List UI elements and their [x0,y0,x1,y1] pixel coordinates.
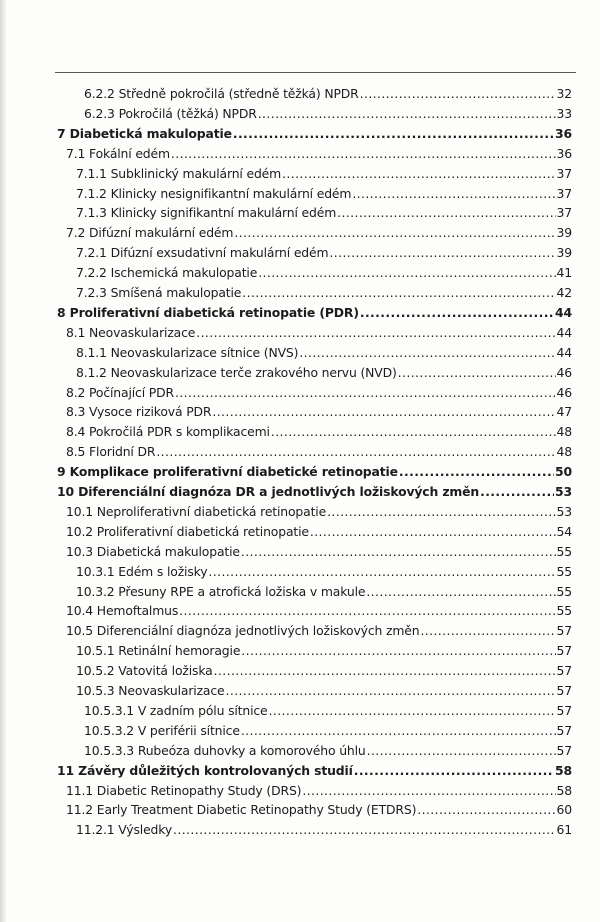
toc-entry-page: 36 [555,125,572,141]
toc-entry [76,683,572,703]
toc-entry-title: 10.4 Hemoftalmus [66,603,179,619]
dot-leader [156,444,555,459]
toc-entry-page: 54 [556,523,572,539]
toc-entry-page: 37 [556,185,572,201]
dot-leader [271,424,556,439]
toc-entry [66,783,572,803]
toc-entry-title: 8.3 Vysoce riziková PDR [66,404,212,420]
dot-leader [302,783,555,798]
toc-entry-title: 6.2.2 Středně pokročilá (středně těžká) NPDR [84,86,359,101]
toc-entry-page: 61 [556,822,572,838]
toc-entry-title: 10.5.3 Neovaskularizace [76,683,225,698]
dot-leader [241,643,555,658]
toc-entry-title: 7.2.3 Smíšená makulopatie [76,285,242,300]
toc-entry-page: 55 [556,543,572,559]
toc-entry-title: 8.4 Pokročilá PDR s komplikacemi [66,424,270,440]
toc-entry-title: 8.1 Neovaskularizace [66,324,196,340]
toc-entry-title: 8.5 Floridní DR [66,444,156,460]
dot-leader [282,166,555,181]
toc-entry-title: 7.1.2 Klinicky nesignifikantní makulární edém [76,185,352,201]
toc-entry [76,584,572,604]
toc-entry [84,723,572,743]
toc-entry-page: 57 [556,702,572,718]
toc-entry-page: 55 [556,583,572,599]
dot-leader [360,86,556,101]
toc-entry-title: 8.2 Počínající PDR [66,384,174,400]
toc-entry-page: 55 [556,563,572,579]
page-edge-shadow [0,0,6,922]
toc-entry [76,265,572,285]
toc-chapter-entry [57,484,572,504]
toc-entry [66,623,572,643]
toc-entry [66,225,572,245]
dot-leader [398,365,556,380]
toc-entry-title: 10.3.1 Edém s ložisky [76,563,208,579]
toc-entry [76,205,572,225]
toc-entry [66,504,572,524]
toc-entry [66,325,572,345]
dot-leader [234,225,555,240]
toc-entry-page: 44 [556,324,572,340]
toc-entry [76,245,572,265]
toc-entry [76,564,572,584]
toc-entry-page: 37 [556,205,572,221]
toc-entry-page: 60 [556,802,572,818]
toc-entry-title: 10 Diferenciální diagnóza DR a jednotlivých ložiskových změn [57,484,480,499]
toc-entry [66,146,572,166]
dot-leader [175,385,556,400]
toc-entry-page: 32 [556,86,572,101]
toc-entry-title: 7.1.3 Klinicky signifikantní makulární edém [76,205,337,221]
dot-leader [360,305,554,320]
toc-entry-page: 48 [556,444,572,460]
toc-entry-page: 41 [556,265,572,281]
toc-entry [66,385,572,405]
toc-chapter-entry [57,126,572,146]
dot-leader [269,703,556,718]
dot-leader [171,146,556,161]
toc-entry-title: 7.1 Fokální edém [66,145,170,161]
toc-entry-page: 50 [555,464,572,480]
toc-entry-title: 10.3 Diabetická makulopatie [66,543,240,559]
toc-entry [66,603,572,623]
toc-entry-page: 48 [556,424,572,440]
toc-entry-page: 47 [556,404,572,420]
toc-entry-title: 8.1.2 Neovaskularizace terče zrakového nervu (NVD) [76,364,397,380]
toc-entry-title: 10.5.2 Vatovitá ložiska [76,663,213,679]
header-rule [55,72,576,73]
toc-entry-title: 7.2.2 Ischemická makulopatie [76,265,258,281]
toc-entry-title: 7.2.1 Difúzní exsudativní makulární edém [76,245,329,261]
toc-chapter-entry [57,763,572,783]
toc-entry [66,444,572,464]
toc-entry-title: 11.2.1 Výsledky [76,822,173,838]
dot-leader [208,564,555,579]
toc-chapter-entry [57,305,572,325]
toc-chapter-entry [57,464,572,484]
toc-entry-page: 57 [556,623,572,639]
toc-entry-title: 10.5.3.1 V zadním pólu sítnice [84,702,268,718]
dot-leader [233,126,554,141]
toc-entry [66,802,572,822]
toc-entry-page: 37 [556,165,572,181]
toc-entry [76,166,572,186]
toc-entry-page: 39 [556,225,572,241]
toc-entry [66,404,572,424]
toc-entry [66,544,572,564]
toc-entry-title: 7.1.1 Subklinický makulární edém [76,165,282,181]
toc-entry-title: 7.2 Difúzní makulární edém [66,225,234,241]
toc-entry-page: 58 [555,762,572,778]
toc-entry-page: 36 [556,145,572,161]
dot-leader [310,524,556,539]
toc-entry [76,186,572,206]
toc-entry-page: 53 [555,484,572,499]
dot-leader [196,325,555,340]
toc-entry [84,703,572,723]
dot-leader [242,285,555,300]
dot-leader [299,345,555,360]
toc-entry-title: 11 Závěry důležitých kontrolovaných studií [57,762,353,778]
toc-entry-title: 8.1.1 Neovaskularizace sítnice (NVS) [76,344,299,360]
toc-entry [66,424,572,444]
dot-leader [399,464,554,479]
toc-entry-page: 46 [556,364,572,380]
toc-entry [76,663,572,683]
toc-entry-page: 57 [556,722,572,738]
toc-entry-title: 7 Diabetická makulopatie [57,125,232,141]
toc-entry-page: 57 [556,742,572,758]
toc-entry [66,524,572,544]
toc-entry-title: 10.5.1 Retinální hemoragie [76,643,241,659]
toc-entry [84,86,572,106]
toc-entry-page: 58 [556,782,572,798]
toc-entry [76,345,572,365]
dot-leader [173,822,556,837]
dot-leader [337,205,555,220]
toc-entry-title: 10.5.3.3 Rubeóza duhovky a komorového úhlu [84,742,366,758]
toc-entry-title: 9 Komplikace proliferativní diabetické retinopatie [57,464,398,480]
dot-leader [329,245,555,260]
dot-leader [352,186,555,201]
dot-leader [258,106,556,121]
toc-entry-title: 10.2 Proliferativní diabetická retinopatie [66,523,309,539]
dot-leader [354,763,554,778]
toc-entry [76,643,572,663]
toc-entry-title: 11.1 Diabetic Retinopathy Study (DRS) [66,782,302,798]
dot-leader [212,404,555,419]
toc-entry-title: 11.2 Early Treatment Diabetic Retinopathy Study (ETDRS) [66,802,417,818]
dot-leader [241,544,556,559]
toc-entry [84,106,572,126]
toc-entry-page: 57 [556,643,572,659]
toc-entry [76,365,572,385]
dot-leader [226,683,556,698]
toc-entry-title: 8 Proliferativní diabetická retinopatie (PDR) [57,304,359,320]
dot-leader [214,663,556,678]
toc-entry-title: 10.3.2 Přesuny RPE a atrofická ložiska v makule [76,583,366,599]
toc-entry [84,743,572,763]
toc-entry-title: 10.1 Neproliferativní diabetická retinopatie [66,503,327,519]
dot-leader [179,603,555,618]
dot-leader [480,484,554,499]
toc-entry [76,285,572,305]
toc-entry-page: 53 [556,503,572,519]
toc-entry-page: 57 [556,663,572,679]
toc-entry-page: 55 [556,603,572,619]
toc-entry-page: 57 [556,683,572,698]
dot-leader [420,623,555,638]
toc-entry-title: 10.5.3.2 V periférii sítnice [84,722,240,738]
toc-entry-page: 44 [556,344,572,360]
toc-entry-page: 44 [555,304,572,320]
dot-leader [241,723,556,738]
toc-entry-title: 6.2.3 Pokročilá (těžká) NPDR [84,105,257,121]
toc-entry-page: 33 [556,105,572,121]
toc-entry [76,822,572,842]
toc-entry-page: 42 [556,285,572,300]
toc-entry-title: 10.5 Diferenciální diagnóza jednotlivých ložiskových změn [66,623,420,639]
dot-leader [417,802,555,817]
toc-entry-page: 39 [556,245,572,261]
toc-entry-page: 46 [556,384,572,400]
dot-leader [367,743,556,758]
dot-leader [327,504,555,519]
dot-leader [258,265,555,280]
dot-leader [366,584,555,599]
